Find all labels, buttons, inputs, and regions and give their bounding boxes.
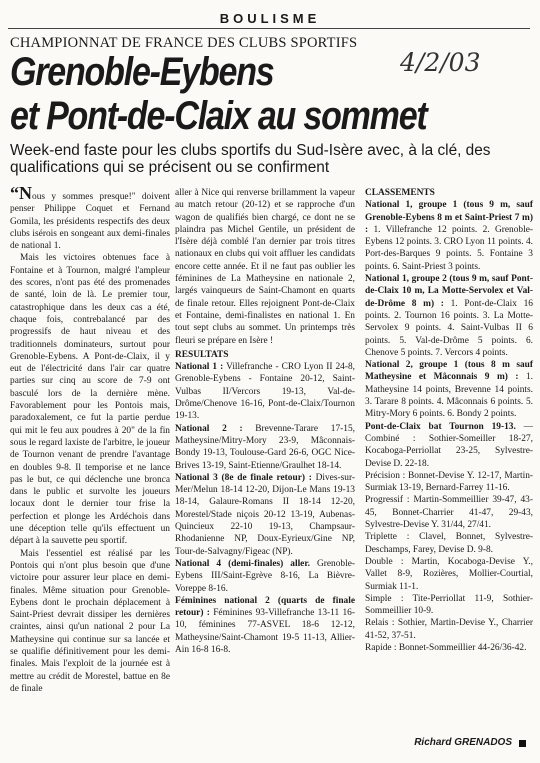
column-1 [10, 183, 170, 695]
column-2 [175, 187, 355, 656]
standings-title: CLASSEMENTS [365, 188, 435, 198]
col1-para-2: Mais l'essentiel est réalisé par les Pontois qui n'ont plus besoin que d'une victoire pour assurer leur place en demi-finales. Même situation pour Grenoble-Eybens dont le prochain déplacement à Saint-Priest devrait dissiper les dernières craintes, ainsi qu'un national 2 pour La Matheysine qui continue sur sa lancée et se qualifie définitivement pour les demi-finales. Mais l'exploit de la journée est à mettre au crédit de Morestel, battue en 8e de finale [10, 548, 170, 694]
match-detail: Rapide : Bonnet-Sommeillier 44-26/36-42. [365, 642, 527, 653]
column-3 [365, 187, 533, 654]
col1-para-0: “Nous y sommes presque!" doivent penser Philippe Coquet et Fernand Gomila, les présidents respectifs des deux clubs isérois en songeant aux demi-finales de national 1. [10, 183, 170, 252]
handwritten-date: 4/2/03 [400, 48, 481, 77]
match-detail: Pont-de-Claix bat Tournon 19-13. — Combiné : Sothier-Someiller 18-27, Kocaboga-Perriollat 23-25, Sylvestre-Devise D. 22-18. [365, 421, 533, 469]
section-rubric: BOULISME [219, 11, 321, 26]
result-item: National 2 : Brevenne-Tarare 17-15, Matheysine/Mitry-Mory 23-9, Mâconnais-Bondy 19-13, Toulouse-Gard 26-6, OGC Nice-Brives 13-19, Saint-Etienne/Graulhet 18-14. [175, 423, 355, 471]
match-detail: Relais : Sothier, Martin-Devise Y., Charrier 41-52, 37-51. [365, 618, 533, 641]
result-item: National 3 (8e de finale retour) : Dives-sur-Mer/Melun 18-14 12-20, Dijon-Le Mans 19-13 18-14, Galaure-Romans II 18-14 12-20, Morestel/Stade niçois 20-12 13-19, Aubenas-Quincieux 22-10 19-13, Champsaur-Rhodanienne NP, Doux-Eyrieux/Gine NP, Tour-de-Salvagny/Figeac (NP). [175, 472, 355, 557]
headline-line-2: et Pont-de-Claix au sommet [10, 93, 427, 139]
result-item: National 1 : Villefranche - CRO Lyon II 24-8, Grenoble-Eybens - Fontaine 20-12, Saint-Vulbas II/Vercors 19-13, Val-de-Drôme/Chenove 16-16, Pont-de-Claix/Tournon 19-13. [175, 362, 355, 422]
headline-line-1: Grenoble-Eybens [10, 49, 274, 95]
author-credit: Richard GRENADOS [414, 737, 512, 748]
dropcap: “N [10, 183, 32, 203]
match-detail: Progressif : Martin-Sommeillier 39-47, 43-45, Bonnet-Charrier 41-47, 29-43, Sylvestre-Devise Y. 31/44, 27/41. [365, 495, 533, 531]
standing-block: National 2, groupe 1 (tous 8 m sauf Matheysine et Mâconnais 9 m) : 1. Matheysine 14 points, Brevenne 14 points. 3. Tarare 8 points. 4. Mâconnais 6 points. 5. Mitry-Mory 6 points. 6. Bondy 2 points. [365, 360, 533, 420]
standing-block: National 1, groupe 2 (tous 9 m, sauf Pont-de-Claix 10 m, La Motte-Servolex et Val-de-Drôme 8 m) : 1. Pont-de-Claix 16 points. 2. Tournon 16 points. 3. La Motte-Servolex 9 points. 4. Saint-Vulbas II 6 points. 5. Val-de-Drôme 5 points. 6. Chenove 5 points. 7. Vercors 4 points. [365, 274, 533, 358]
result-item: Féminines national 2 (quarts de finale retour) : Féminines 93-Villefranche 13-11 16-10, féminines 77-ASVEL 18-6 12-12, Matheysine/Saint-Chamont 19-5 11-13, Allier-Ain 16-8 16-8. [175, 595, 355, 655]
result-item: National 4 (demi-finales) aller. Grenoble-Eybens III/Saint-Egrève 8-16, La Bièvre-Voreppe 8-16. [175, 558, 356, 594]
match-detail: Simple : Tite-Perriollat 11-9, Sothier-Sommeillier 10-9. [365, 593, 533, 617]
end-mark [519, 740, 526, 747]
match-detail: Triplette : Clavel, Bonnet, Sylvestre-Deschamps, Farey, Devise D. 9-8. [365, 532, 533, 555]
kicker: CHAMPIONNAT DE FRANCE DES CLUBS SPORTIFS [10, 35, 358, 51]
headline [10, 51, 450, 138]
standing-block: National 1, groupe 1 (tous 9 m, sauf Grenoble-Eybens 8 m et Saint-Priest 7 m) : 1. Villefranche 12 points. 2. Grenoble-Eybens 12 points. 3. CRO Lyon 11 points. 4. Port-des-Barques 9 points. 5. Fontaine 3 points. 6. Saint-Priest 3 points. [365, 200, 533, 272]
match-detail: Double : Martin, Kocaboga-Devise Y., Vallet 8-9, Rozières, Mollier-Courtial, Surmiak 11-1. [365, 556, 533, 592]
match-detail: Précision : Bonnet-Devise Y. 12-17, Martin-Surmiak 13-19, Bernard-Farrey 11-16. [365, 470, 533, 494]
col1-para-1: Mais les victoires obtenues face à Fontaine et à Tournon, malgré l'ampleur des scores, n'ont pas été des promenades de santé, loin de là. Le premier tour, catastrophique dans les deux cas a été, chaque fois, contrebalancé par des progressifs de haut niveau et des traditionnels dominateurs, surtout pour Grenoble-Eybens. A Pont-de-Claix, il y eut de l'électricité dans l'air car quatre parties sur cinq au score de 7-9 ont basculé lors de la dernière mène. Favorablement pour les Pontois mais, paradoxalement, ce fut la partie perdue qui mit le feu aux poudres à 20" de la fin sous le regard laxiste de l'arbitre, le joueur de Tournon venant de prendre l'avantage en doubles 9-8. Il temporise et ne lance pas le but, ce qui déclenche une bronca dans le public et survolte les joueurs locaux dont le dernier tour frise la perfection et plonge les Ardéchois dans une déception telle qu'ils effectuent un départ à la sauvette peu sportif. [10, 253, 170, 547]
top-rule [8, 28, 530, 29]
results-title: RESULTATS [175, 349, 229, 360]
deck: Week-end faste pour les clubs sportifs du Sud-Isère avec, à la clé, des qualifications qui se précisent ou se confirment [10, 142, 491, 176]
col2-para-0: aller à Nice qui renverse brillamment la vapeur au match retour (20-12) et se rapproche d'un wagon de qualifiés bien chargé, ce dont ne se plaindra pas Michel Gentile, un président de l'Isère déjà comblé l'an dernier par trois titres nationaux en clubs qui voit affluer les candidats encore cette année. Et il ne faut pas oublier les féminines de La Matheysine en nationale 2, largés vainqueurs de Saint-Chamont en quarts de finale retour. Elles rejoignent Pont-de-Claix et Fontaine, demi-finalistes en national 1. En tout sept clubs au sommet. Un printemps très fleuri se prépare en Isère ! [175, 188, 355, 346]
